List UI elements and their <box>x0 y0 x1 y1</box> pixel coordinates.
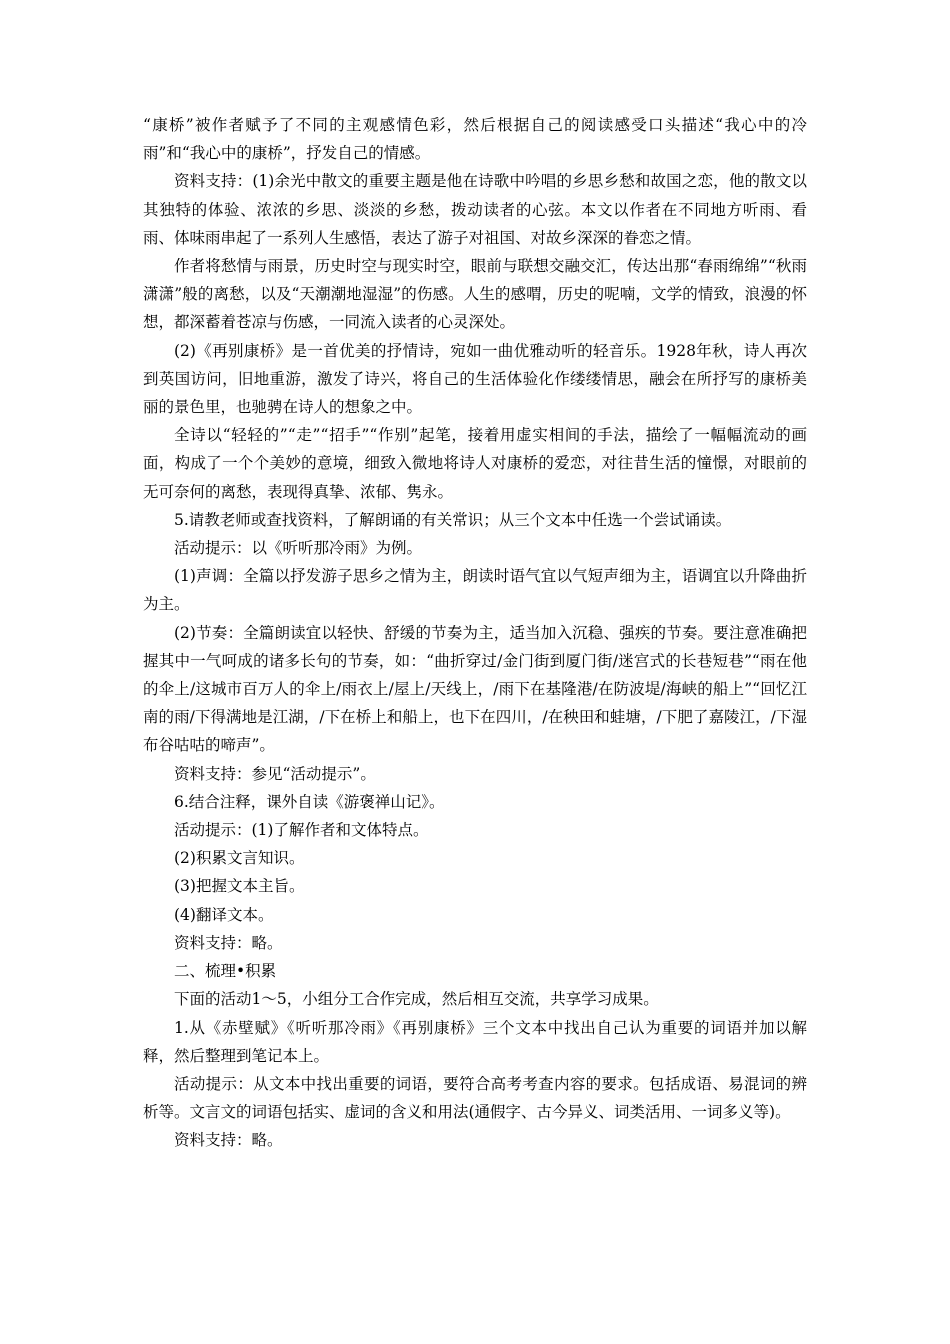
paragraph-support-1-cont: 作者将愁情与雨景，历史时空与现实时空，眼前与联想交融交汇，传达出那“春雨绵绵”“秋雨潇潇”般的离愁，以及“天潮潮地湿湿”的伤感。人生的感喟，历史的呢喃，文学的情致，浪漫的怀想，都深蓄着苍凉与伤感，一同流入读者的心灵深处。 <box>143 257 807 332</box>
task-6-hint-3: (3)把握文本主旨。 <box>174 877 305 896</box>
paragraph-support-2-cont: 全诗以“轻轻的”“走”“招手”“作别”起笔，接着用虚实相间的手法，描绘了一幅幅流动的画面，构成了一个个美妙的意境，细致入微地将诗人对康桥的爱恋，对往昔生活的憧憬，对眼前的无可奈何的离愁，表现得真挚、浓郁、隽永。 <box>143 426 807 501</box>
task-6-hint-1: 活动提示：(1)了解作者和文体特点。 <box>174 821 429 840</box>
task-5-rhythm: (2)节奏：全篇朗读宜以轻快、舒缓的节奏为主，适当加入沉稳、强疾的节奏。要注意准确把握其中一气呵成的诸多长句的节奏，如：“曲折穿过/金门街到厦门街/迷宫式的长巷短巷”“雨在他的伞上/这城市百万人的伞上/雨衣上/屋上/天线上，/雨下在基隆港/在防波堤/海峡的船上”“回忆江南的雨/下得满地是江湖，/下在桥上和船上，也下在四川，/在秧田和蛙塘，/下肥了嘉陵江，/下湿布谷咕咕的啼声”。 <box>143 623 807 755</box>
section-2-task-1: 1.从《赤壁赋》《听听那冷雨》《再别康桥》三个文本中找出自己认为重要的词语并加以解释，然后整理到笔记本上。 <box>143 1018 807 1065</box>
task-6-support: 资料支持：略。 <box>174 933 283 952</box>
task-6-hint-2: (2)积累文言知识。 <box>174 849 305 868</box>
task-6-hint-4: (4)翻译文本。 <box>174 905 274 924</box>
paragraph-support-1: 资料支持：(1)余光中散文的重要主题是他在诗歌中吟唱的乡思乡愁和故国之恋，他的散文以其独特的体验、浓浓的乡思、淡淡的乡愁，拨动读者的心弦。本文以作者在不同地方听雨、看雨、体味雨串起了一系列人生感悟，表达了游子对祖国、对故乡深深的眷恋之情。 <box>143 172 807 247</box>
section-2-task-1-support: 资料支持：略。 <box>174 1131 283 1150</box>
paragraph-continuation: “康桥”被作者赋予了不同的主观感情色彩，然后根据自己的阅读感受口头描述“我心中的冷雨”和“我心中的康桥”，抒发自己的情感。 <box>143 116 807 163</box>
document-body <box>143 111 807 1155</box>
section-2-heading: 二、梳理•积累 <box>174 962 277 981</box>
task-5-hint: 活动提示：以《听听那冷雨》为例。 <box>174 539 423 558</box>
section-2-task-1-hint: 活动提示：从文本中找出重要的词语，要符合高考考查内容的要求。包括成语、易混词的辨析等。文言文的词语包括实、虚词的含义和用法(通假字、古今异义、词类活用、一词多义等)。 <box>143 1074 807 1122</box>
task-5-support: 资料支持：参见“活动提示”。 <box>174 764 376 783</box>
paragraph-support-2: (2)《再别康桥》是一首优美的抒情诗，宛如一曲优雅动听的轻音乐。1928年秋，诗人再次到英国访问，旧地重游，激发了诗兴，将自己的生活体验化作缕缕情思，融会在所抒写的康桥美丽的景色里，也驰骋在诗人的想象之中。 <box>143 341 807 417</box>
task-5-tone: (1)声调：全篇以抒发游子思乡之情为主，朗读时语气宜以气短声细为主，语调宜以升降曲折为主。 <box>143 567 807 614</box>
task-5-heading: 5.请教老师或查找资料，了解朗诵的有关常识；从三个文本中任选一个尝试诵读。 <box>174 510 732 529</box>
section-2-intro: 下面的活动1～5，小组分工合作完成，然后相互交流，共享学习成果。 <box>174 990 659 1009</box>
task-6-heading: 6.结合注释，课外自读《游褒禅山记》。 <box>174 792 445 811</box>
